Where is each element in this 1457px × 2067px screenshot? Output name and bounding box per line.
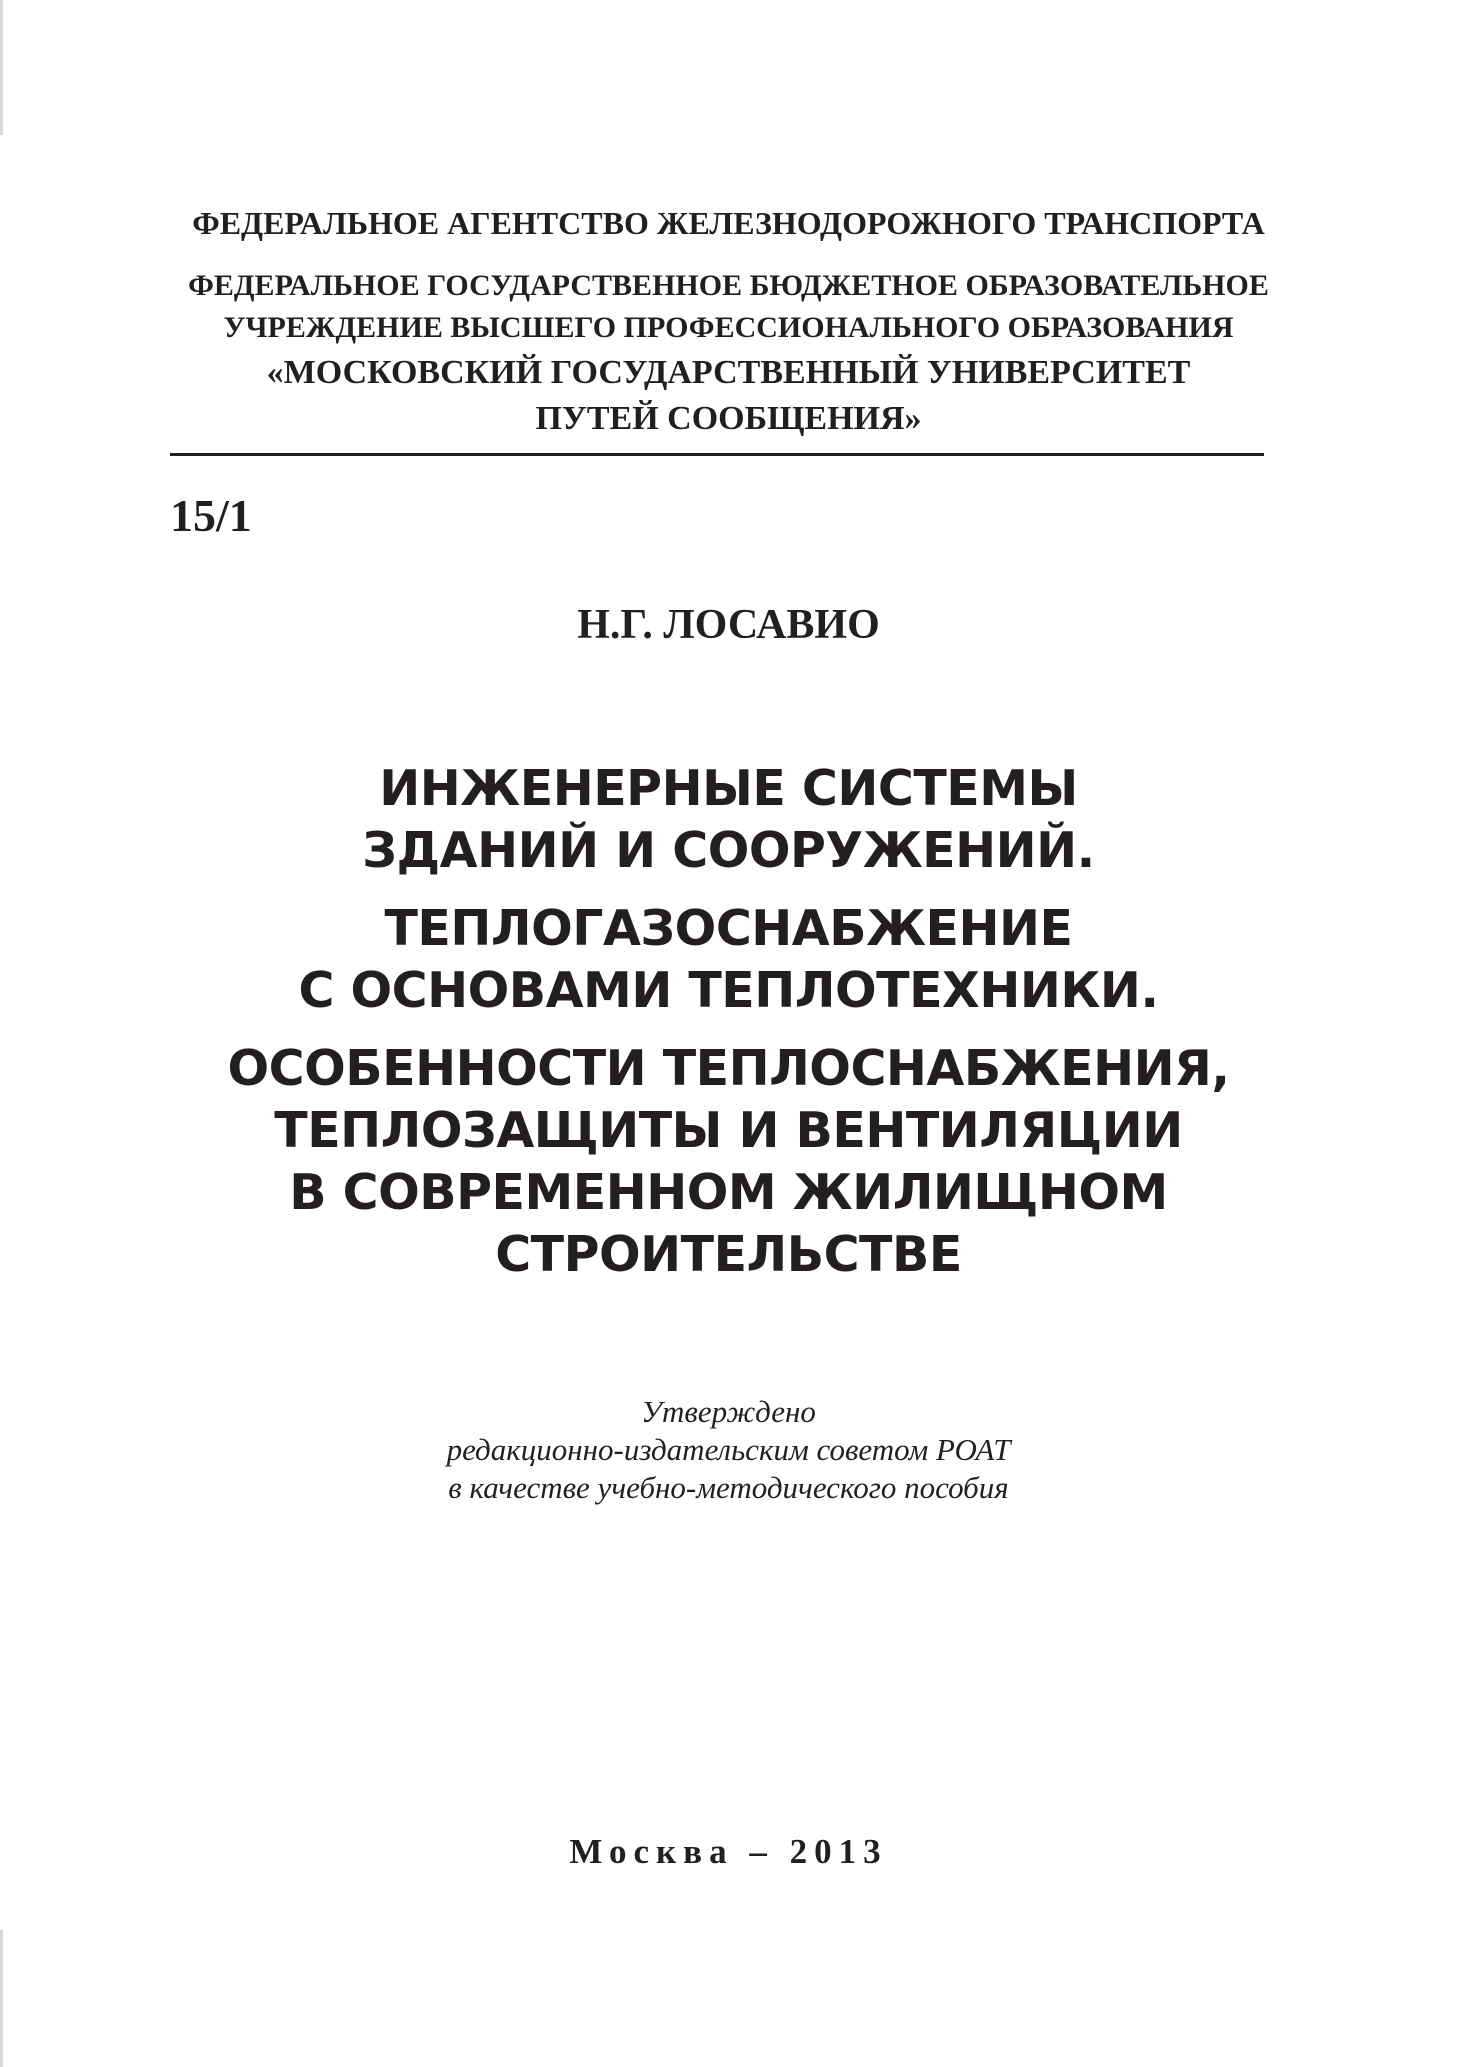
header-divider — [170, 453, 1264, 456]
title-line: В СОВРЕМЕННОМ ЖИЛИЩНОМ — [289, 1164, 1168, 1221]
title-block-1 — [0, 758, 1457, 882]
book-title — [0, 758, 1457, 1286]
university-line: «МОСКОВСКИЙ ГОСУДАРСТВЕННЫЙ УНИВЕРСИТЕТ — [266, 354, 1191, 391]
approval-line: Утверждено — [641, 1394, 816, 1429]
imprint-city-year: Москва – 2013 — [569, 1832, 888, 1871]
scan-edge-mark-bottom — [0, 1930, 3, 2067]
university-line: ПУТЕЙ СООБЩЕНИЯ» — [535, 400, 922, 437]
title-line: ИНЖЕНЕРНЫЕ СИСТЕМЫ — [379, 760, 1078, 817]
institution-line: УЧРЕЖДЕНИЕ ВЫСШЕГО ПРОФЕССИОНАЛЬНОГО ОБРАЗОВАНИЯ — [223, 311, 1234, 344]
institution-name — [0, 265, 1457, 349]
scan-edge-mark-top — [0, 0, 3, 135]
title-line: ЗДАНИЙ И СООРУЖЕНИЙ. — [362, 822, 1095, 879]
approval-line: в качестве учебно-методического пособия — [448, 1470, 1009, 1505]
title-line: ОСОБЕННОСТИ ТЕПЛОСНАБЖЕНИЯ, — [227, 1040, 1230, 1097]
agency-name: ФЕДЕРАЛЬНОЕ АГЕНТСТВО ЖЕЛЕЗНОДОРОЖНОГО ТРАНСПОРТА — [192, 205, 1265, 241]
author-name: Н.Г. ЛОСАВИО — [577, 602, 880, 648]
university-name — [0, 350, 1457, 442]
title-block-3 — [0, 1038, 1457, 1286]
title-line: ТЕПЛОГАЗОСНАБЖЕНИЕ — [384, 900, 1073, 957]
institution-line: ФЕДЕРАЛЬНОЕ ГОСУДАРСТВЕННОЕ БЮДЖЕТНОЕ ОБРАЗОВАТЕЛЬНОЕ — [188, 269, 1269, 302]
title-line: С ОСНОВАМИ ТЕПЛОТЕХНИКИ. — [298, 962, 1159, 1019]
title-block-2 — [0, 898, 1457, 1022]
approval-note — [0, 1393, 1457, 1507]
title-line: СТРОИТЕЛЬСТВЕ — [495, 1226, 962, 1283]
approval-line: редакционно-издательским советом РОАТ — [446, 1432, 1011, 1467]
title-line: ТЕПЛОЗАЩИТЫ И ВЕНТИЛЯЦИИ — [274, 1102, 1183, 1159]
series-number: 15/1 — [170, 490, 252, 541]
